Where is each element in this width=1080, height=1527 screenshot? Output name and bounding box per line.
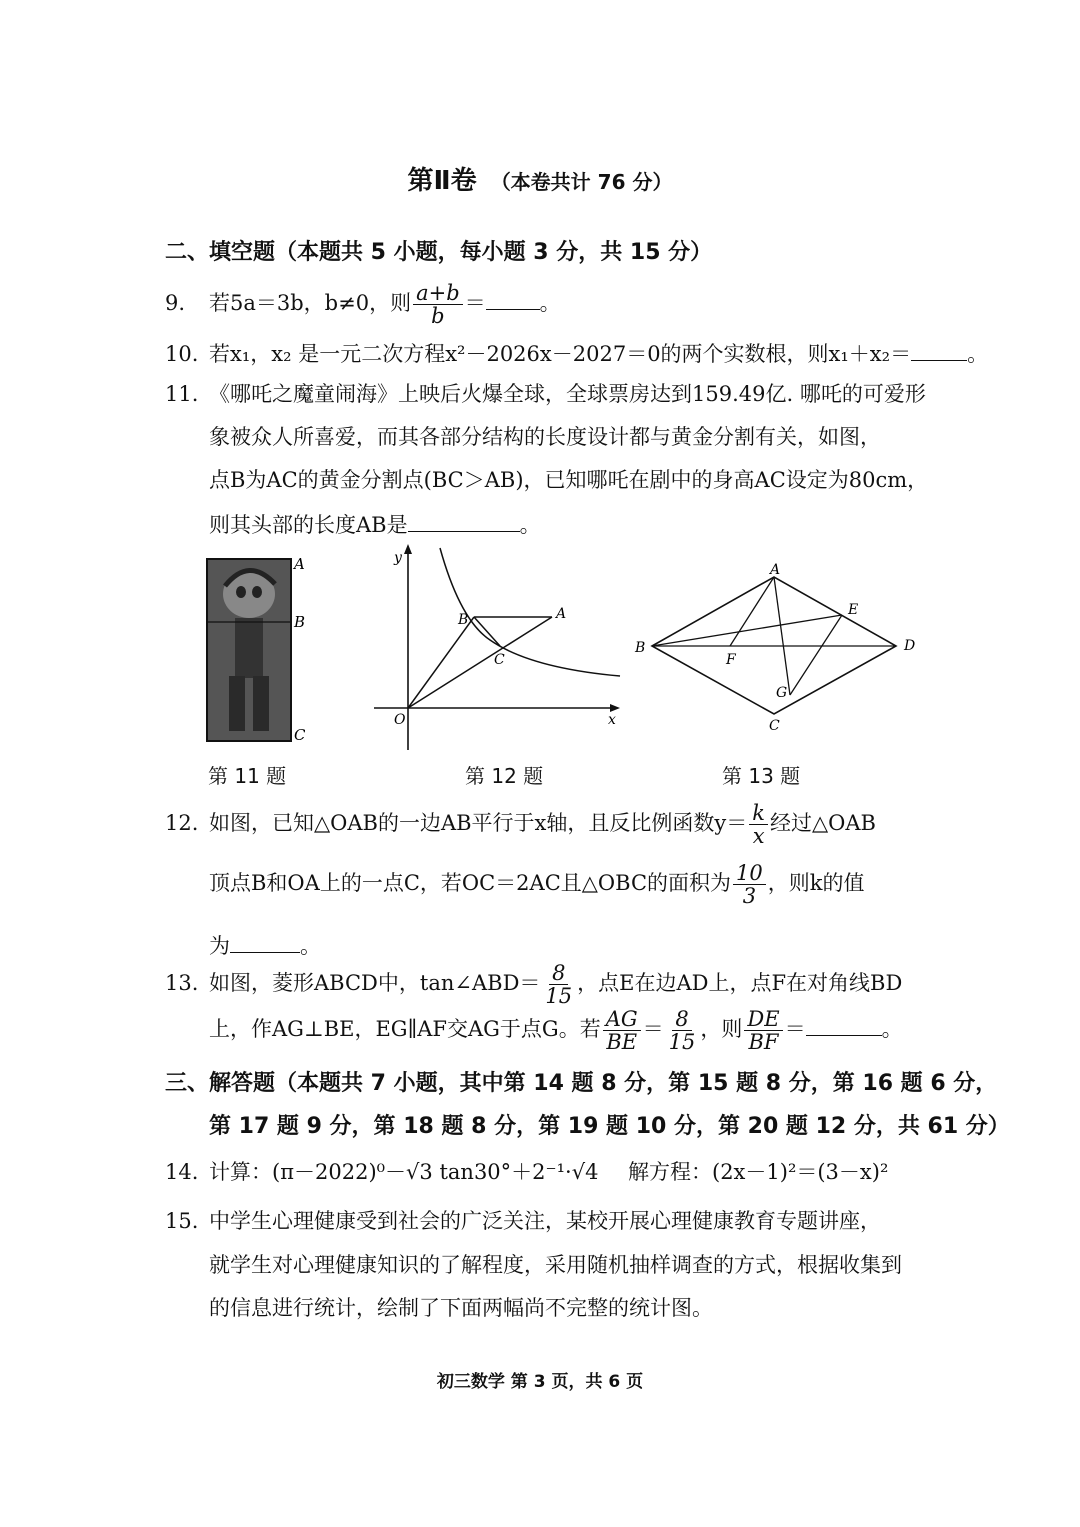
figure-12-caption: 第 12 题 — [465, 764, 544, 788]
q15-line2: 就学生对心理健康知识的了解程度，采用随机抽样调查的方式，根据收集到 — [209, 1253, 902, 1277]
figure-12 — [370, 540, 630, 755]
q13-number: 13. — [165, 971, 199, 996]
q13-frac4-den: BF — [748, 1030, 779, 1055]
q11-line3: 点B为AC的黄金分割点(BC＞AB)，已知哪吒在剧中的身高AC设定为80cm， — [209, 468, 929, 492]
q12-text: 如图，已知△OAB的一边AB平行于x轴，且反比例函数y＝ — [209, 811, 748, 836]
q13-fraction-ag-be — [603, 1008, 641, 1053]
figure-11-image — [205, 556, 305, 746]
q14-part-1: 计算：(π－2022)⁰－√3 tan30°＋2⁻¹·√4 — [209, 1160, 599, 1184]
q14-number: 14. — [165, 1160, 199, 1184]
q11-line2: 象被众人所喜爱，而其各部分结构的长度设计都与黄金分割有关，如图， — [209, 425, 881, 449]
figure-12-diagram — [370, 540, 630, 755]
q12-number: 12. — [165, 811, 199, 836]
fig12-label-B: B — [458, 612, 469, 628]
fig13-label-E: E — [848, 602, 859, 618]
q12-end: 。 — [300, 934, 321, 958]
q9-answer-blank[interactable] — [486, 291, 540, 310]
q12-line2-text: 顶点B和OA上的一点C，若OC＝2AC且△OBC的面积为 — [209, 871, 732, 896]
q13-line2-text: 上，作AG⊥BE，EG∥AF交AG于点G。若 — [209, 1017, 601, 1042]
section-3-heading-line-1: 三、解答题（本题共 7 小题，其中第 14 题 8 分，第 15 题 8 分，第 16 题 6 分， — [165, 1071, 998, 1096]
q10-end: 。 — [967, 342, 989, 366]
question-11-line-1 — [165, 378, 926, 408]
q15-number: 15. — [165, 1209, 199, 1233]
q11-line4 — [209, 509, 541, 539]
q9-fraction — [413, 282, 463, 327]
fig13-label-F: F — [726, 652, 736, 668]
section-3-heading-line-2: 第 17 题 9 分，第 18 题 8 分，第 19 题 10 分，第 20 题 12 分，共 61 分） — [209, 1114, 1010, 1139]
section-2-heading: 二、填空题（本题共 5 小题，每小题 3 分，共 15 分） — [165, 240, 713, 265]
q10-number: 10. — [165, 342, 199, 366]
q12-answer-blank[interactable] — [230, 934, 300, 953]
question-13-line-2 — [209, 1008, 903, 1053]
question-12-line-3 — [209, 930, 321, 960]
q11-answer-blank[interactable] — [408, 513, 520, 532]
figure-13 — [630, 560, 930, 740]
q13-fraction-tan — [542, 962, 575, 1007]
q11-end: 。 — [519, 513, 541, 537]
fig12-label-y: y — [394, 550, 402, 566]
figure-11-caption: 第 11 题 — [208, 764, 287, 788]
fig13-label-G: G — [776, 685, 788, 701]
q9-frac-den: b — [431, 304, 445, 329]
q12-fraction-area — [733, 862, 766, 907]
question-10 — [165, 338, 988, 368]
question-9 — [165, 282, 561, 327]
q13-line2-post: ＝ — [784, 1017, 806, 1042]
q13-frac3-num: 8 — [672, 1008, 691, 1031]
page-title — [0, 160, 1080, 197]
q13-end: 。 — [881, 1017, 903, 1042]
q14-part-2: 解方程：(2x－1)²＝(3－x)² — [628, 1160, 889, 1184]
question-12-line-2 — [209, 862, 864, 907]
fig12-label-x: x — [608, 712, 616, 728]
q12-frac-den: x — [752, 824, 765, 849]
q10-answer-blank[interactable] — [911, 342, 967, 361]
fig13-label-D: D — [904, 638, 916, 654]
q12-fraction-k-x — [749, 802, 768, 847]
q12-line3-text: 为 — [209, 934, 230, 958]
q9-text: 若5a＝3b，b≠0，则 — [209, 291, 412, 316]
question-15-line-1 — [165, 1205, 881, 1235]
q13-frac2-num: AG — [603, 1008, 641, 1031]
fig11-label-B: B — [294, 613, 305, 631]
q12-line2-post: ，则k的值 — [767, 871, 865, 896]
q15-line3: 的信息进行统计，绘制了下面两幅尚不完整的统计图。 — [209, 1296, 713, 1320]
q9-end: 。 — [539, 291, 561, 316]
title-main: 第Ⅱ卷 — [407, 166, 477, 196]
fig11-label-A: A — [294, 556, 305, 573]
q12-frac-num: k — [749, 802, 768, 825]
q13-frac2-den: BE — [606, 1030, 638, 1055]
q13-eq: ＝ — [642, 1017, 664, 1042]
q11-line4-text: 则其头部的长度AB是 — [209, 513, 408, 537]
fig12-label-C: C — [494, 652, 505, 668]
fig13-label-B: B — [635, 640, 646, 656]
question-13-line-1 — [165, 962, 902, 1007]
q12-frac2-den: 3 — [742, 884, 757, 909]
q13-frac-num: 8 — [549, 962, 568, 985]
q10-text: 若x₁，x₂ 是一元二次方程x²－2026x－2027＝0的两个实数根，则x₁＋x₂＝ — [209, 342, 912, 366]
q15-line1: 中学生心理健康受到社会的广泛关注，某校开展心理健康教育专题讲座， — [209, 1209, 881, 1233]
q13-fraction-ratio — [666, 1008, 699, 1053]
q12-post: 经过△OAB — [770, 811, 876, 836]
fig13-label-A: A — [770, 562, 781, 578]
figure-11 — [205, 556, 305, 746]
fig13-label-C: C — [769, 718, 780, 734]
q11-number: 11. — [165, 382, 199, 406]
q13-frac3-den: 15 — [668, 1030, 696, 1055]
title-subtitle: （本卷共计 76 分） — [490, 170, 673, 194]
q13-frac-den: 15 — [545, 984, 573, 1009]
q13-frac4-num: DE — [744, 1008, 782, 1031]
q9-number: 9. — [165, 291, 186, 316]
figure-13-diagram — [630, 560, 930, 740]
q13-fraction-de-bf — [744, 1008, 782, 1053]
question-12-line-1 — [165, 802, 876, 847]
q13-line2-mid: ，则 — [700, 1017, 743, 1042]
fig12-label-O: O — [394, 712, 406, 728]
q13-text: 如图，菱形ABCD中，tan∠ABD＝ — [209, 971, 541, 996]
q12-frac2-num: 10 — [733, 862, 766, 885]
fig12-label-A: A — [556, 606, 567, 622]
figure-13-caption: 第 13 题 — [722, 764, 801, 788]
q9-frac-num: a+b — [413, 282, 463, 305]
fig11-label-C: C — [294, 726, 305, 744]
q13-post: ，点E在边AD上，点F在对角线BD — [577, 971, 903, 996]
q13-answer-blank[interactable] — [806, 1017, 882, 1036]
q9-eq: ＝ — [464, 291, 486, 316]
question-14 — [165, 1156, 598, 1186]
page-footer: 初三数学 第 3 页，共 6 页 — [436, 1372, 644, 1392]
q11-line1: 《哪吒之魔童闹海》上映后火爆全球，全球票房达到159.49亿. 哪吒的可爱形 — [209, 382, 926, 406]
